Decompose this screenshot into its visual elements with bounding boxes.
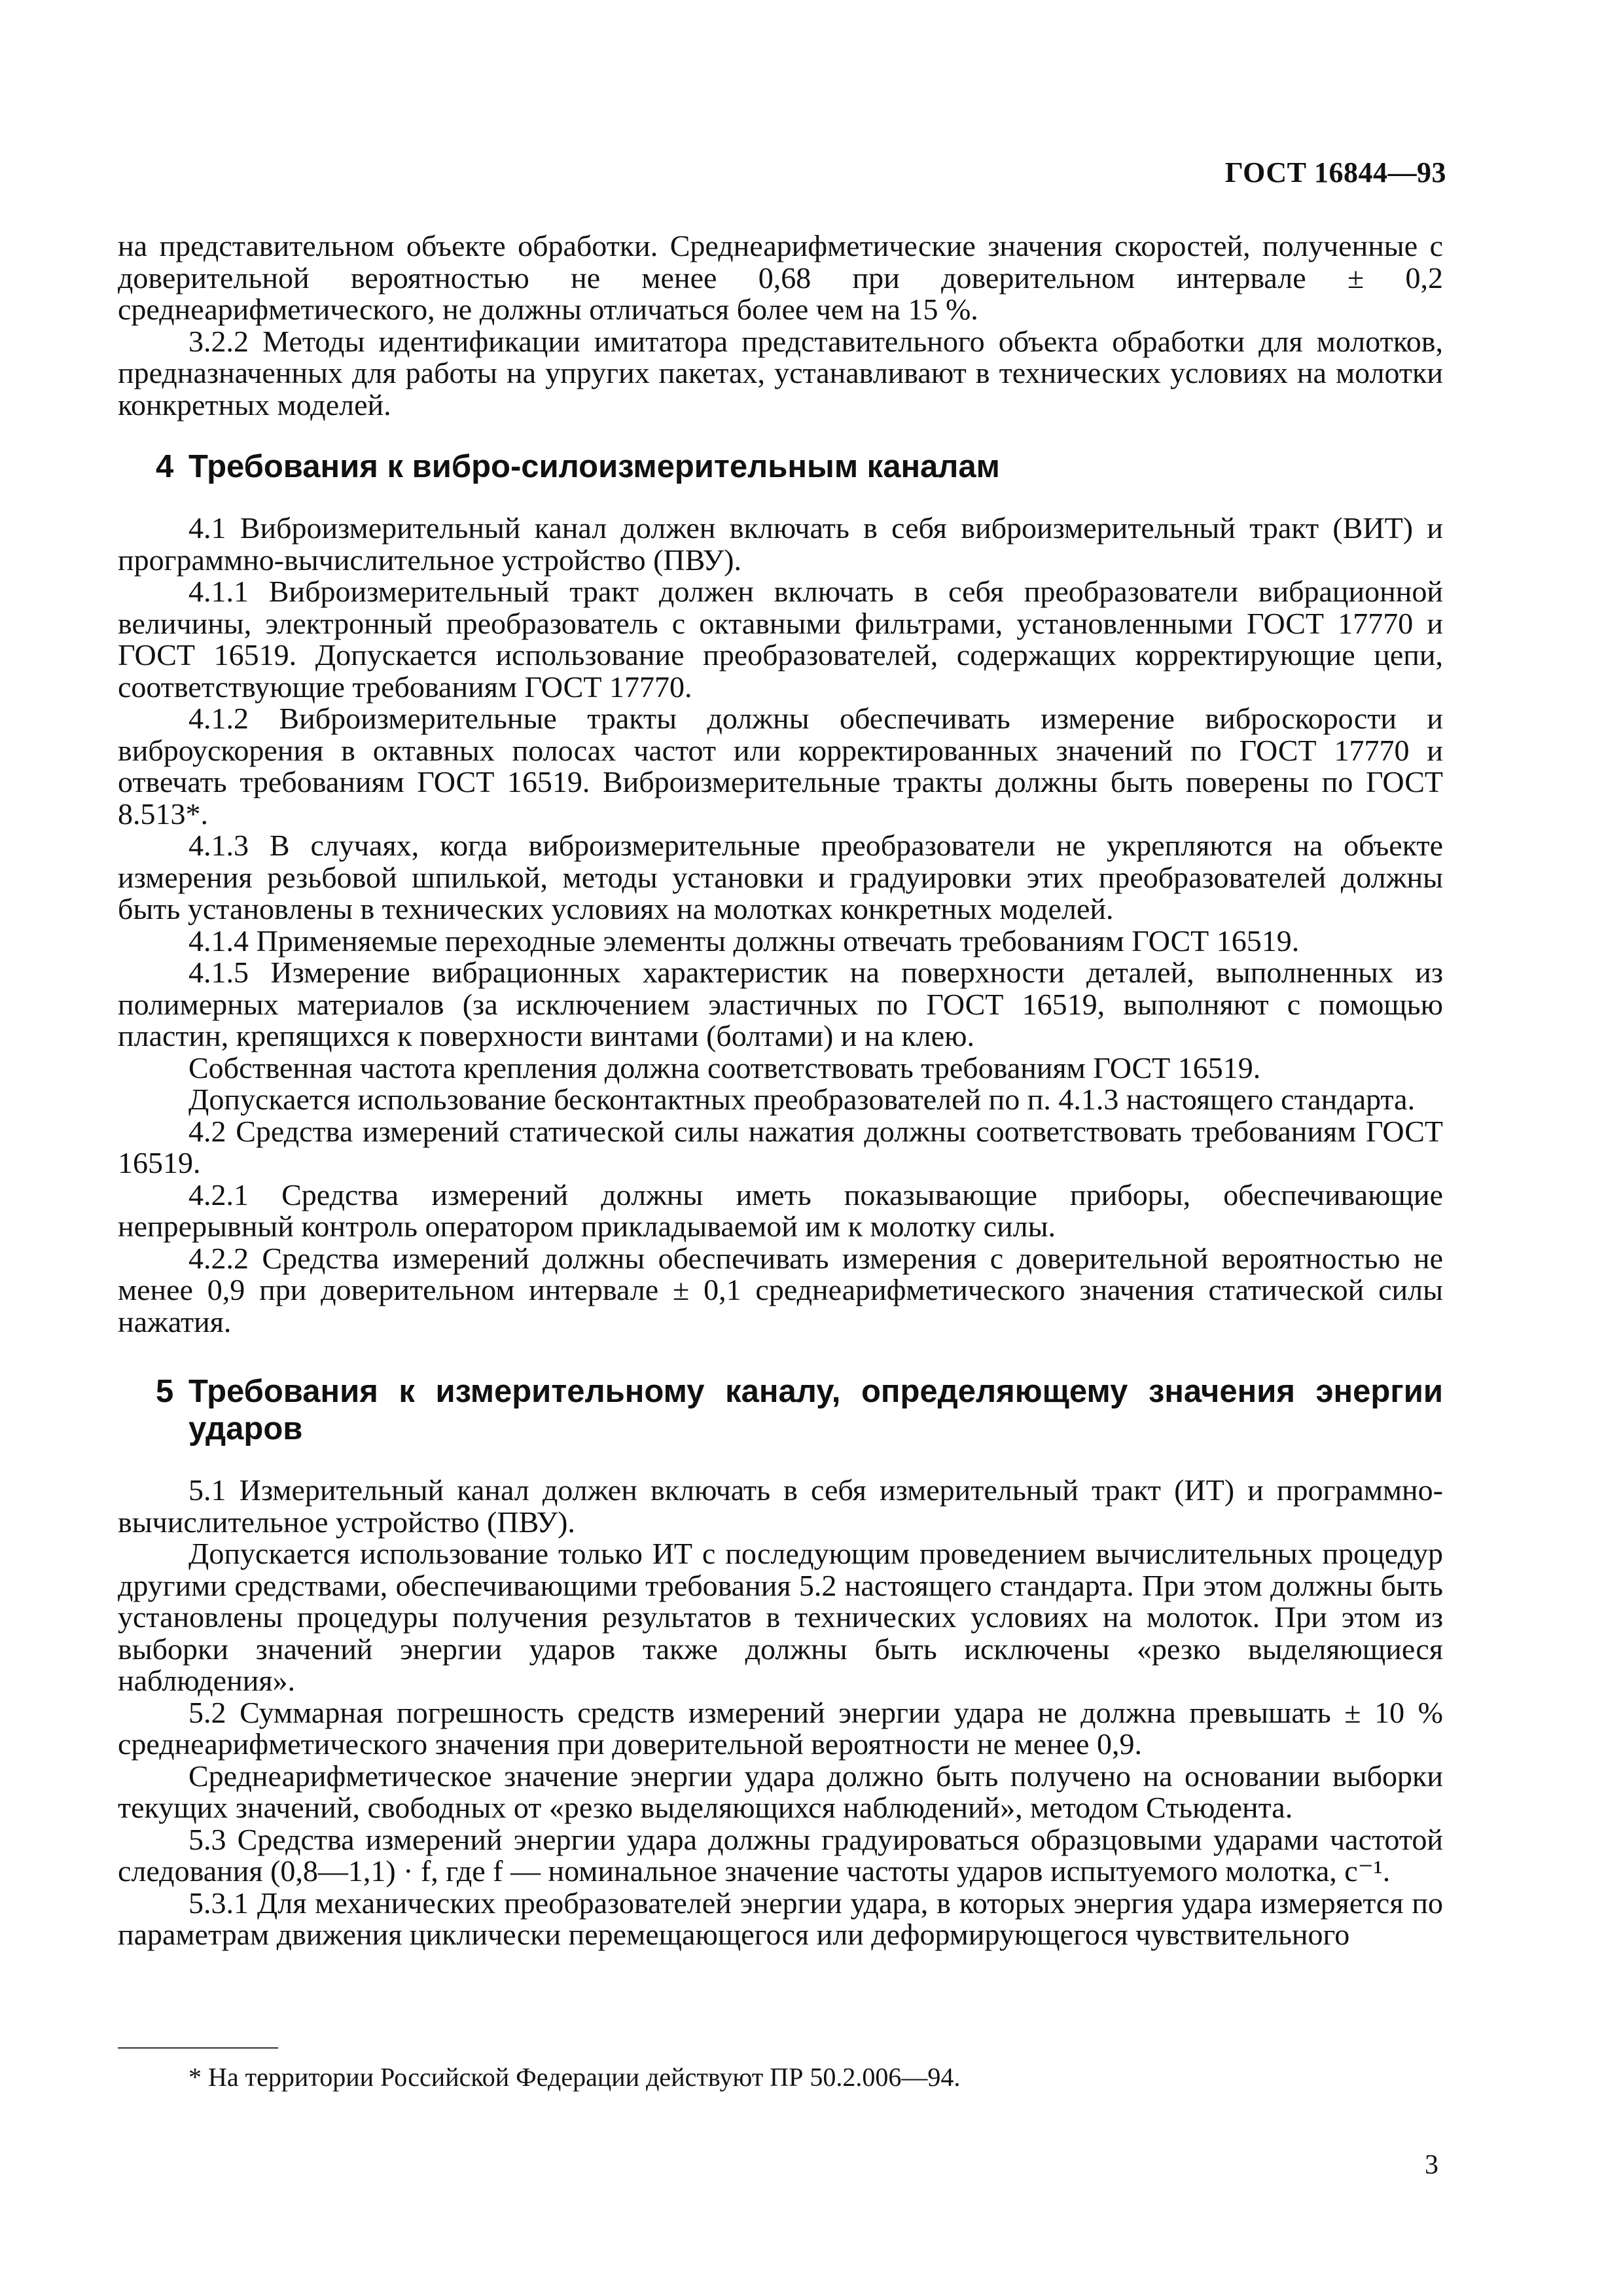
paragraph-5-1: 5.1 Измерительный канал должен включать в себя измерительный тракт (ИТ) и программно-вычислительное устройство (ПВУ). [118, 1473, 1443, 1539]
paragraph-5-2-note: Среднеарифметическое значение энергии удара должно быть получено на основании выборки текущих значений, свободных от «резко выделяющихся наблюдений», методом Стьюдента. [118, 1759, 1443, 1824]
paragraph-4-1-5-note-2: Допускается использование бесконтактных преобразователей по п. 4.1.3 настоящего стандарта. [188, 1083, 1416, 1116]
paragraph-4-2-2: 4.2.2 Средства измерений должны обеспечивать измерения с доверительной вероятностью не менее 0,9 при доверительном интервале ± 0,1 среднеарифметического значения статической силы нажатия. [118, 1241, 1443, 1338]
footnote: * На территории Российской Федерации действуют ПР 50.2.006—94. [188, 2062, 961, 2092]
paragraph-5-1-note: Допускается использование только ИТ с последующим проведением вычислительных процедур другими средствами, обеспечивающими требования 5.2 настоящего стандарта. При этом должны быть установлены процедуры получения результатов в технических условиях на молоток. При этом из выборки значений энергии ударов также должны быть исключены «резко выделяющиеся наблюдения». [118, 1537, 1443, 1697]
section-5-title: Требования к измерительному каналу, определяющему значения энергии ударов [188, 1374, 1443, 1446]
paragraph-4-2: 4.2 Средства измерений статической силы нажатия должны соответствовать требованиям ГОСТ 16519. [118, 1114, 1443, 1179]
document-header: ГОСТ 16844—93 [1224, 156, 1446, 188]
paragraph-4-1-5-note-1: Собственная частота крепления должна соответствовать требованиям ГОСТ 16519. [188, 1050, 1261, 1085]
paragraph-4-1: 4.1 Виброизмерительный канал должен включать в себя виброизмерительный тракт (ВИТ) и программно-вычислительное устройство (ПВУ). [118, 511, 1443, 577]
section-4-number: 4 [156, 449, 174, 484]
paragraph-4-1-4: 4.1.4 Применяемые переходные элементы должны отвечать требованиям ГОСТ 16519. [188, 924, 1300, 958]
footnote-separator [118, 2047, 278, 2049]
paragraph-4-1-2: 4.1.2 Виброизмерительные тракты должны обеспечивать измерение виброскорости и виброускорения в октавных полосах частот или корректированных значений по ГОСТ 17770 и отвечать требованиям ГОСТ 16519. Виброизмерительные тракты должны быть поверены по ГОСТ 8.513*. [118, 702, 1443, 831]
paragraph-4-1-5: 4.1.5 Измерение вибрационных характеристик на поверхности деталей, выполненных из полимерных материалов (за исключением эластичных по ГОСТ 16519, выполняют с помощью пластин, крепящихся к поверхности винтами (болтами) и на клею. [118, 956, 1443, 1052]
page-number: 3 [1425, 2150, 1438, 2180]
section-4-heading [118, 448, 1443, 486]
document-body [118, 230, 1443, 1951]
paragraph-5-2: 5.2 Суммарная погрешность средств измерений энергии удара не должна превышать ± 10 % среднеарифметического значения при доверительной вероятности не менее 0,9. [118, 1695, 1443, 1761]
paragraph-4-2-1: 4.2.1 Средства измерений должны иметь показывающие приборы, обеспечивающие непрерывный контроль оператором прикладываемой им к молотку силы. [118, 1177, 1443, 1243]
paragraph-5-3-1: 5.3.1 Для механических преобразователей энергии удара, в которых энергия удара измеряется по параметрам движения циклически перемещающегося или деформирующегося чувствительного [118, 1886, 1443, 1951]
section-5-number: 5 [156, 1374, 174, 1409]
paragraph-3-2-2: 3.2.2 Методы идентификации имитатора представительного объекта обработки для молотков, предназначенных для работы на упругих пакетах, устанавливают в технических условиях на молотки конкретных моделей. [118, 324, 1443, 422]
paragraph-4-1-3: 4.1.3 В случаях, когда виброизмерительные преобразователи не укрепляются на объекте измерения резьбовой шпилькой, методы установки и градуировки этих преобразователей должны быть установлены в технических условиях на молотках конкретных моделей. [118, 829, 1443, 925]
section-5-heading [118, 1373, 1443, 1448]
paragraph-4-1-1: 4.1.1 Виброизмерительный тракт должен включать в себя преобразователи вибрационной величины, электронный преобразователь с октавными фильтрами, установленными ГОСТ 17770 и ГОСТ 16519. Допускается использование преобразователей, содержащих корректирующие цепи, соответствующие требованиям ГОСТ 17770. [118, 575, 1443, 704]
paragraph-continuation: на представительном объекте обработки. Среднеарифметические значения скоростей, полученные с доверительной вероятностью не менее 0,68 при доверительном интервале ± 0,2 среднеарифметического, не должны отличаться более чем на 15 %. [118, 229, 1443, 326]
section-4-title: Требования к вибро-силоизмерительным каналам [188, 449, 1000, 484]
paragraph-5-3: 5.3 Средства измерений энергии удара должны градуироваться образцовыми ударами частотой следования (0,8—1,1) · f, где f — номинальное значение частоты ударов испытуемого молотка, с⁻¹. [118, 1822, 1443, 1888]
